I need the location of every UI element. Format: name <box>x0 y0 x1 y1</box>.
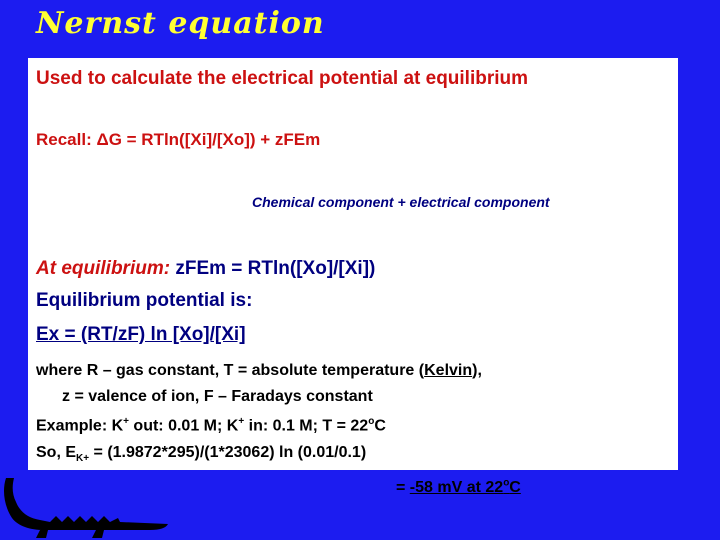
plus-sign: + <box>123 416 129 427</box>
nernst-formula: Ex = (RT/zF) ln [Xo]/[Xi] <box>36 324 246 345</box>
where-text: where R – gas constant, T = absolute temperature ( <box>36 362 425 379</box>
degree-sign: o <box>368 416 375 427</box>
components-line: Chemical component + electrical component <box>252 194 550 210</box>
definition-line: Used to calculate the electrical potential at equilibrium <box>36 68 529 89</box>
result-equals: = <box>396 479 410 497</box>
slide-title: Nernst equation <box>36 6 325 41</box>
content-panel <box>28 58 678 470</box>
equilibrium-equation: zFEm = RTln([Xo]/[Xi]) <box>170 258 376 279</box>
example-line <box>36 416 386 435</box>
example-text-b: out: 0.01 M; K <box>128 417 239 435</box>
plus-sign: + <box>238 416 245 427</box>
result-unit: C <box>509 479 521 497</box>
where-text-end: ), <box>472 362 482 379</box>
recall-line: Recall: ΔG = RTln([Xi]/[Xo]) + zFEm <box>36 130 321 149</box>
example-text-c: in: 0.1 M; T = 22 <box>244 417 369 435</box>
example-text-a: Example: K <box>36 417 124 435</box>
calc-text-b: = (1.9872*295)/(1*23062) ln (0.01/0.1) <box>89 444 367 461</box>
ion-subscript: K+ <box>76 453 90 465</box>
where-line <box>36 362 482 380</box>
example-text-d: C <box>374 417 386 435</box>
crocodile-icon <box>0 472 170 540</box>
kelvin-term: Kelvin <box>424 362 473 379</box>
equilibrium-lead: At equilibrium: <box>36 258 171 279</box>
calc-text-a: So, E <box>36 444 77 461</box>
valence-line: z = valence of ion, F – Faradays constant <box>62 388 373 405</box>
result-number: -58 mV at 22 <box>409 479 504 497</box>
equilibrium-line <box>36 258 375 280</box>
result-value <box>410 479 521 496</box>
equilibrium-potential-line: Equilibrium potential is: <box>36 290 253 311</box>
result-degree: o <box>503 478 510 489</box>
result-line <box>396 478 521 497</box>
calculation-line <box>36 444 366 464</box>
